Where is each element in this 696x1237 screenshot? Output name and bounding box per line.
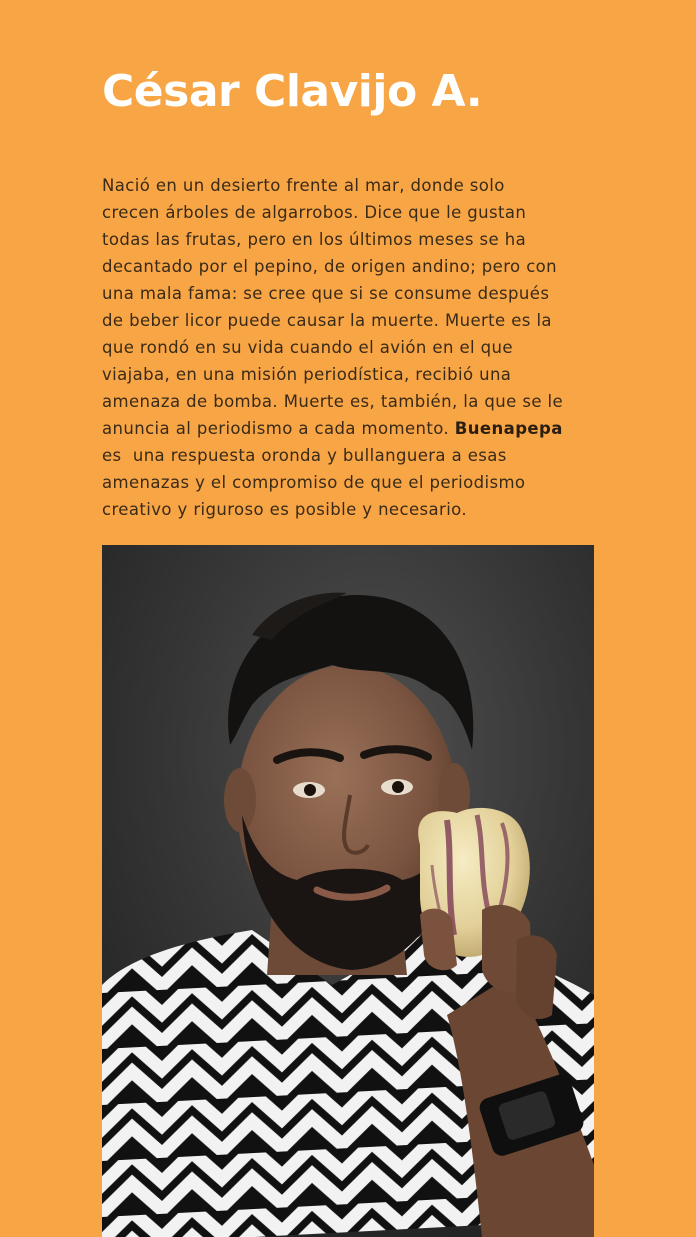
bio-line-with-brand [102,415,582,442]
bio-line: decantado por el pepino, de origen andino; pero con [102,257,558,276]
profile-bio [102,172,582,523]
left-ear [224,768,256,832]
portrait-illustration [102,545,594,1237]
bio-line: amenaza de bomba. Muerte es, también, la que se le [102,392,564,411]
bio-line: Nació en un desierto frente al mar, donde solo [102,176,505,195]
bio-line: crecen árboles de algarrobos. Dice que le gustan [102,203,527,222]
bio-line: anuncia al periodismo a cada momento. [102,419,450,438]
bio-line: todas las frutas, pero en los últimos meses se ha [102,230,527,249]
bio-line: una mala fama: se cree que si se consume después [102,284,550,303]
profile-name: César Clavijo A. [102,66,483,117]
portrait-photo [102,545,594,1237]
brand-name: Buenapepa [454,419,563,438]
bio-line: que rondó en su vida cuando el avión en el que [102,338,513,357]
bio-line: de beber licor puede causar la muerte. Muerte es la [102,311,552,330]
bio-line: es una respuesta oronda y bullanguera a esas [102,446,507,465]
bio-line: amenazas y el compromiso de que el periodismo [102,473,526,492]
bio-line: creativo y riguroso es posible y necesario. [102,500,468,519]
bio-line: viajaba, en una misión periodística, recibió una [102,365,512,384]
